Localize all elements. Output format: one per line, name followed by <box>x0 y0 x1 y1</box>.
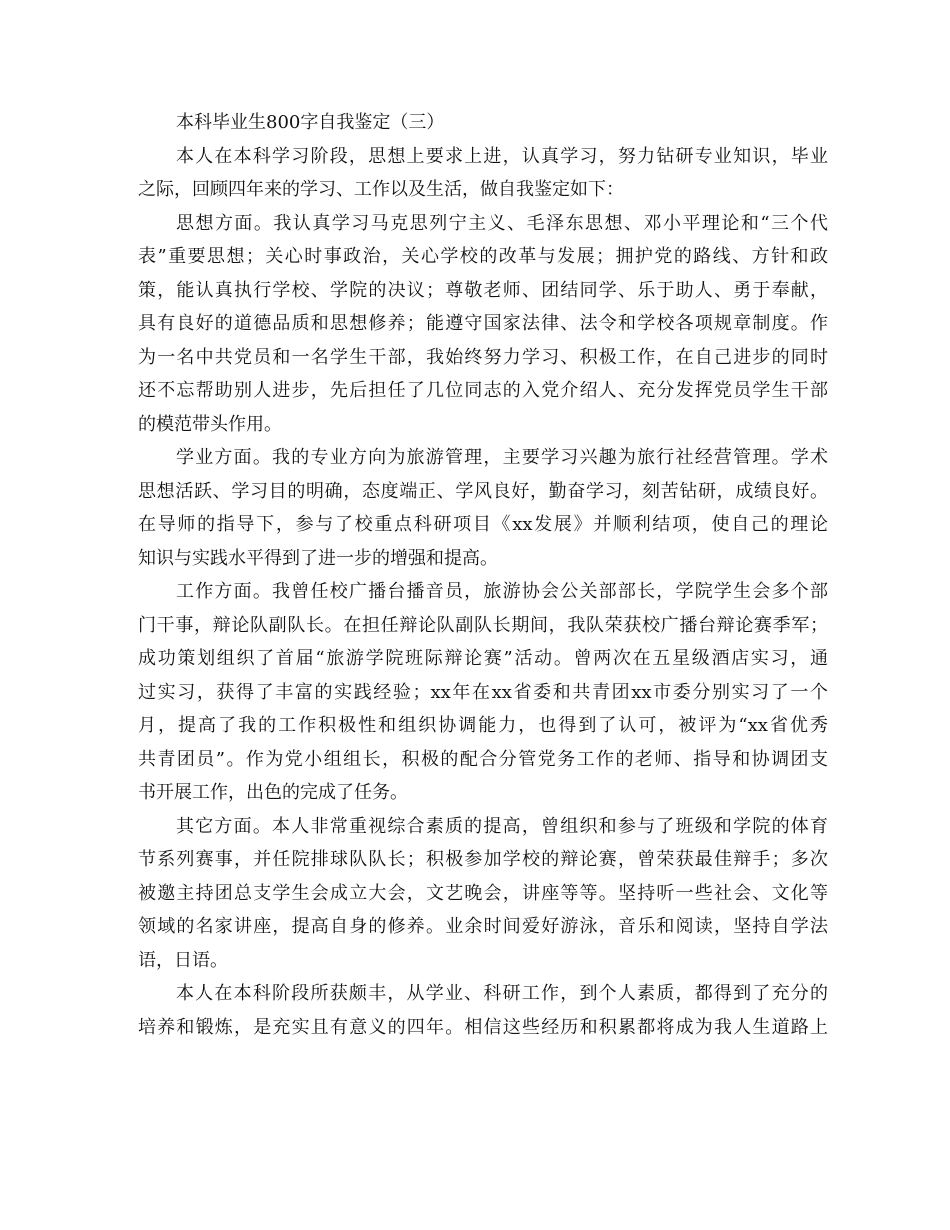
paragraph-line: 成功策划组织了首届“旅游学院班际辩论赛”活动。曾两次在五星级酒店实习，通 <box>138 648 828 669</box>
paragraph-line: 思想方面。我认真学习马克思列宁主义、毛泽东思想、邓小平理论和“三个代 <box>176 212 828 234</box>
paragraph-line: 门干事，辩论队副队长。在担任辩论队副队长期间，我队荣获校广播台辩论赛季军； <box>138 614 828 636</box>
paragraph-line: 的模范带头作用。 <box>138 413 282 435</box>
paragraph-line: 领域的名家讲座，提高自身的修养。业余时间爱好游泳，音乐和阅读，坚持自学法 <box>138 916 828 937</box>
paragraph-line: 知识与实践水平得到了进一步的增强和提高。 <box>138 547 498 569</box>
document-title: 本科毕业生800字自我鉴定（三） <box>176 112 445 133</box>
paragraph-line: 在导师的指导下，参与了校重点科研项目《xx发展》并顺利结项，使自己的理论 <box>138 514 828 535</box>
paragraph-line: 思想活跃、学习目的明确，态度端正、学风良好，勤奋学习，刻苦钻研，成绩良好。 <box>138 480 828 502</box>
paragraph-line: 策，能认真执行学校、学院的决议；尊敬老师、团结同学、乐于助人、勇于奉献， <box>138 279 828 301</box>
paragraph-line: 其它方面。本人非常重视综合素质的提高，曾组织和参与了班级和学院的体育 <box>176 815 828 837</box>
paragraph-line: 被邀主持团总支学生会成立大会，文艺晚会，讲座等等。坚持听一些社会、文化等 <box>138 882 828 904</box>
paragraph-line: 表”重要思想；关心时事政治，关心学校的改革与发展；拥护党的路线、方针和政 <box>138 246 828 267</box>
paragraph-line: 月，提高了我的工作积极性和组织协调能力，也得到了认可，被评为“xx省优秀 <box>138 715 828 736</box>
paragraph-line: 具有良好的道德品质和思想修养；能遵守国家法律、法令和学校各项规章制度。作 <box>138 313 828 334</box>
paragraph-line: 语，日语。 <box>138 949 228 971</box>
paragraph-line: 为一名中共党员和一名学生干部，我始终努力学习、积极工作，在自己进步的同时 <box>138 346 828 368</box>
paragraph-line: 共青团员”。作为党小组组长，积极的配合分管党务工作的老师、指导和协调团支 <box>138 748 828 770</box>
paragraph-line: 学业方面。我的专业方向为旅游管理，主要学习兴趣为旅行社经营管理。学术 <box>176 447 828 468</box>
paragraph-line: 节系列赛事，并任院排球队队长；积极参加学校的辩论赛，曾荣获最佳辩手；多次 <box>138 849 828 870</box>
paragraph-line: 过实习，获得了丰富的实践经验；xx年在xx省委和共青团xx市委分别实习了一个 <box>138 681 828 703</box>
paragraph-line: 本人在本科阶段所获颇丰，从学业、科研工作，到个人素质，都得到了充分的 <box>176 983 828 1004</box>
paragraph-line: 工作方面。我曾任校广播台播音员，旅游协会公关部部长，学院学生会多个部 <box>176 581 828 602</box>
paragraph-line: 还不忘帮助别人进步，先后担任了几位同志的入党介绍人、充分发挥党员学生干部 <box>138 380 828 401</box>
paragraph-line: 之际，回顾四年来的学习、工作以及生活，做自我鉴定如下： <box>138 179 624 200</box>
paragraph-line: 本人在本科学习阶段，思想上要求上进，认真学习，努力钻研专业知识，毕业 <box>176 145 828 167</box>
paragraph-line: 培养和锻炼，是充实且有意义的四年。相信这些经历和积累都将成为我人生道路上 <box>138 1016 828 1038</box>
document-page <box>138 112 828 1050</box>
paragraph-line: 书开展工作，出色的完成了任务。 <box>138 782 408 803</box>
